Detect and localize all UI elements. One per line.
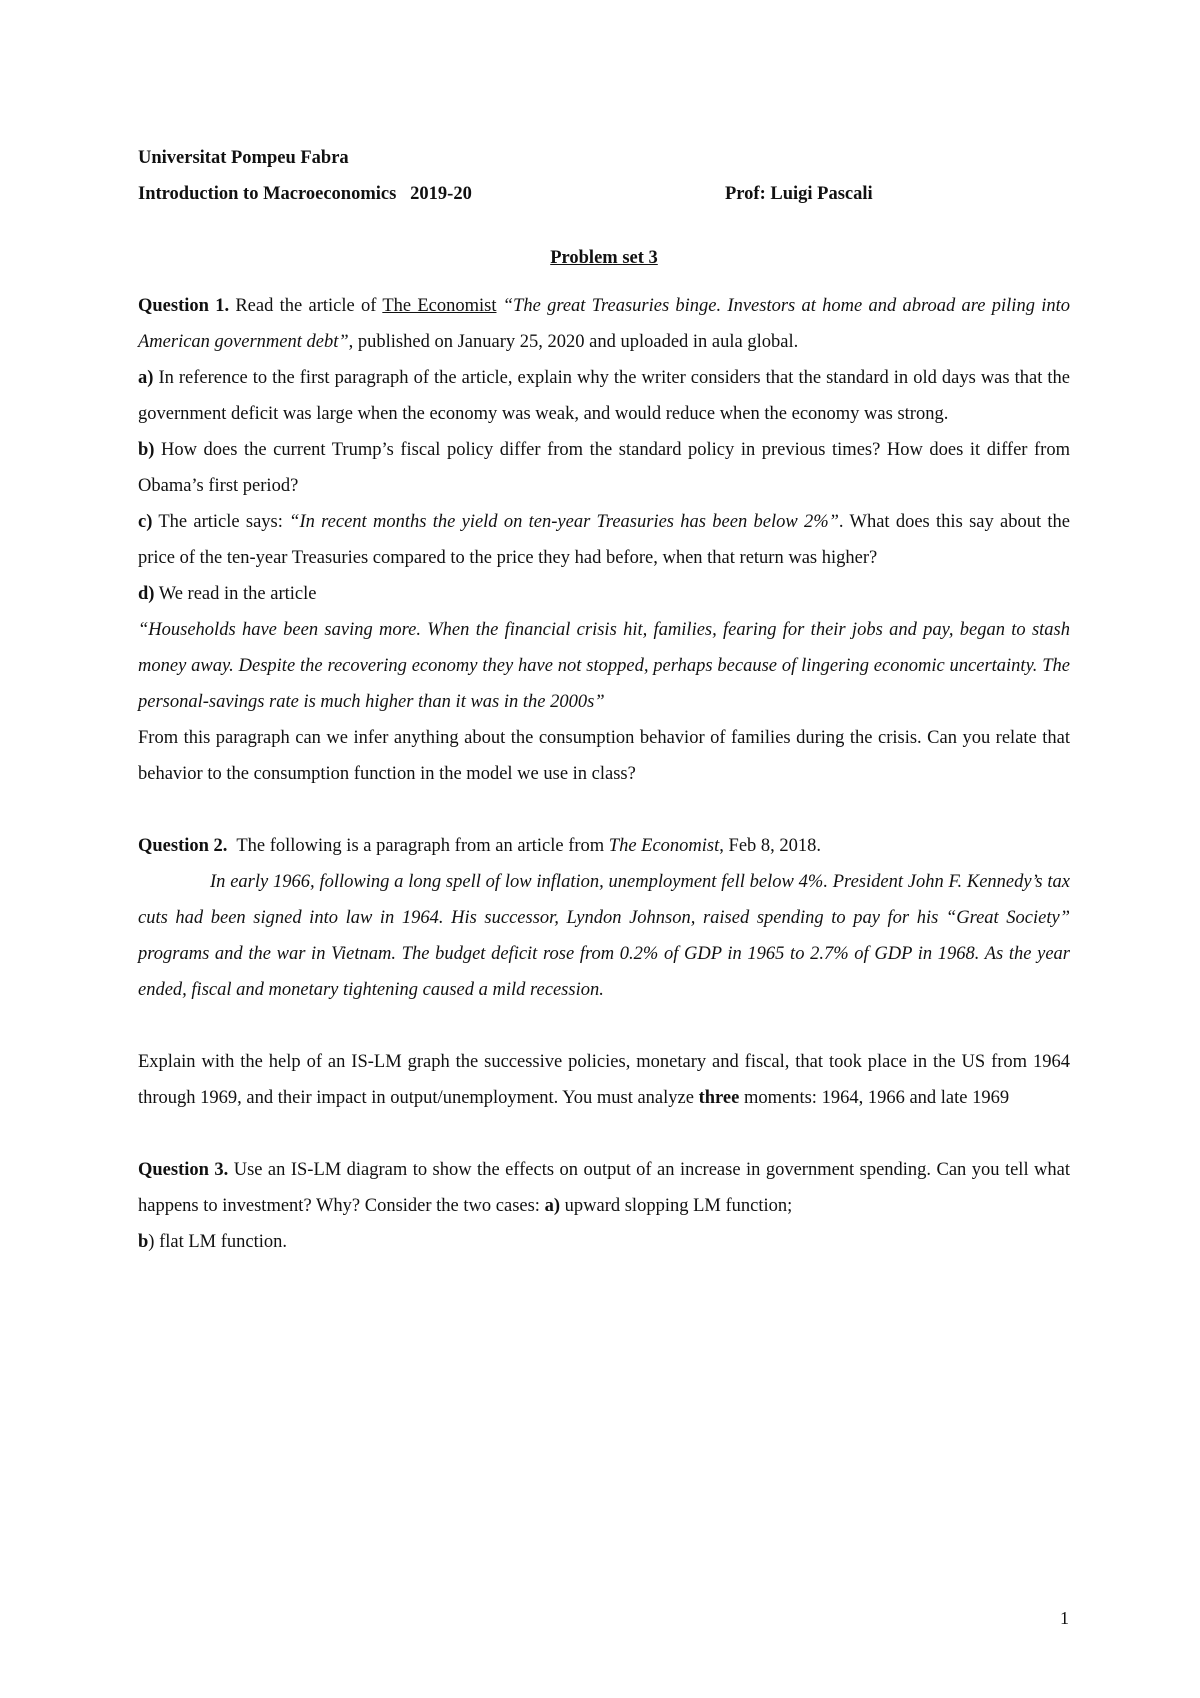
question-2-task-text: Explain with the help of an IS-LM graph the successive policies, monetary and fiscal, that took place in the US from 1964 through 1969, and their impact in output/unemployment. You must analyze bbox=[138, 1052, 1070, 1108]
q3-part-a-text: upward slopping LM function; bbox=[560, 1196, 793, 1216]
part-a-label: a) bbox=[138, 368, 154, 388]
part-b-label: b) bbox=[138, 440, 155, 460]
source-name-2: The Economist bbox=[608, 836, 720, 856]
part-c-text: The article says: bbox=[152, 512, 290, 532]
part-d-question: From this paragraph can we infer anything about the consumption behavior of families during the crisis. Can you relate that behavior to the consumption function in the model we use in class? bbox=[138, 728, 1070, 784]
emphasis-three: three bbox=[698, 1088, 740, 1108]
university-name: Universitat Pompeu Fabra bbox=[138, 148, 349, 168]
question-3-label: Question 3. bbox=[138, 1160, 229, 1180]
page-title: Problem set 3 bbox=[550, 248, 658, 268]
question-3b bbox=[138, 1224, 1070, 1260]
q3-part-a-label: a) bbox=[544, 1196, 560, 1216]
part-b-text: How does the current Trump’s fiscal policy differ from the standard policy in previous times? How does it differ from Obama’s first period? bbox=[138, 440, 1070, 496]
question-3-text: Use an IS-LM diagram to show the effects on output of an increase in government spending. Can you tell what happens to investment? Why? Consider the two cases: bbox=[138, 1160, 1070, 1216]
source-name: The Economist bbox=[382, 296, 497, 316]
part-a-text: In reference to the first paragraph of the article, explain why the writer considers that the standard in old days was that the government deficit was large when the economy was weak, and would reduce when the economy was strong. bbox=[138, 368, 1070, 424]
document-page bbox=[138, 140, 1070, 1260]
part-d-quote bbox=[138, 612, 1070, 720]
question-2-intro bbox=[138, 828, 1070, 864]
part-c-quote: “In recent months the yield on ten-year Treasuries has been below 2%” bbox=[289, 512, 839, 532]
part-c-label: c) bbox=[138, 512, 153, 532]
question-1a bbox=[138, 360, 1070, 432]
professor-name: Prof: Luigi Pascali bbox=[725, 184, 873, 204]
question-1-text-2: , published on January 25, 2020 and uploaded in aula global. bbox=[348, 332, 799, 352]
part-c-text-2: . What does this say about the price of the ten-year Treasuries compared to the price they had before, when that return was higher? bbox=[138, 512, 1071, 568]
question-1c bbox=[138, 504, 1070, 576]
question-1-label: Question 1. bbox=[138, 296, 230, 316]
question-2-label: Question 2. bbox=[138, 836, 228, 856]
q3-part-b-label: b bbox=[138, 1232, 149, 1252]
question-1b bbox=[138, 432, 1070, 504]
question-2-task-text-2: moments: 1964, 1966 and late 1969 bbox=[739, 1088, 1010, 1108]
question-3 bbox=[138, 1152, 1070, 1224]
question-2-task bbox=[138, 1044, 1070, 1116]
part-d-text: We read in the article bbox=[154, 584, 317, 604]
question-2-quote-text: In early 1966, following a long spell of low inflation, unemployment fell below 4%. President John F. Kennedy’s tax cuts had been signed into law in 1964. His successor, Lyndon Johnson, raised spending to pay for his “Great Society” programs and the war in Vietnam. The budget deficit rose from 0.2% of GDP in 1965 to 2.7% of GDP in 1968. As the year ended, fiscal and monetary tightening caused a mild recession. bbox=[138, 872, 1070, 1000]
article-title: “The great Treasuries binge. Investors at home and abroad are piling into American government debt” bbox=[138, 296, 1070, 352]
course-title: Introduction to Macroeconomics 2019-20 bbox=[138, 184, 472, 204]
question-2-text-2: , Feb 8, 2018. bbox=[719, 836, 822, 856]
question-1-text: Read the article of bbox=[229, 296, 383, 316]
q3-part-b-text: ) flat LM function. bbox=[148, 1232, 288, 1252]
question-2-quote bbox=[138, 864, 1070, 1008]
page-number: 1 bbox=[1060, 1608, 1069, 1628]
part-d-label: d) bbox=[138, 584, 155, 604]
course-line bbox=[138, 176, 1070, 212]
question-1d bbox=[138, 576, 1070, 612]
question-2-text: The following is a paragraph from an article from bbox=[227, 836, 609, 856]
question-1-intro bbox=[138, 288, 1070, 360]
part-d-quote-text: “Households have been saving more. When the financial crisis hit, families, fearing for their jobs and pay, began to stash money away. Despite the recovering economy they have not stopped, perhaps because of lingering economic uncertainty. The personal-savings rate is much higher than it was in the 2000s” bbox=[138, 620, 1070, 712]
